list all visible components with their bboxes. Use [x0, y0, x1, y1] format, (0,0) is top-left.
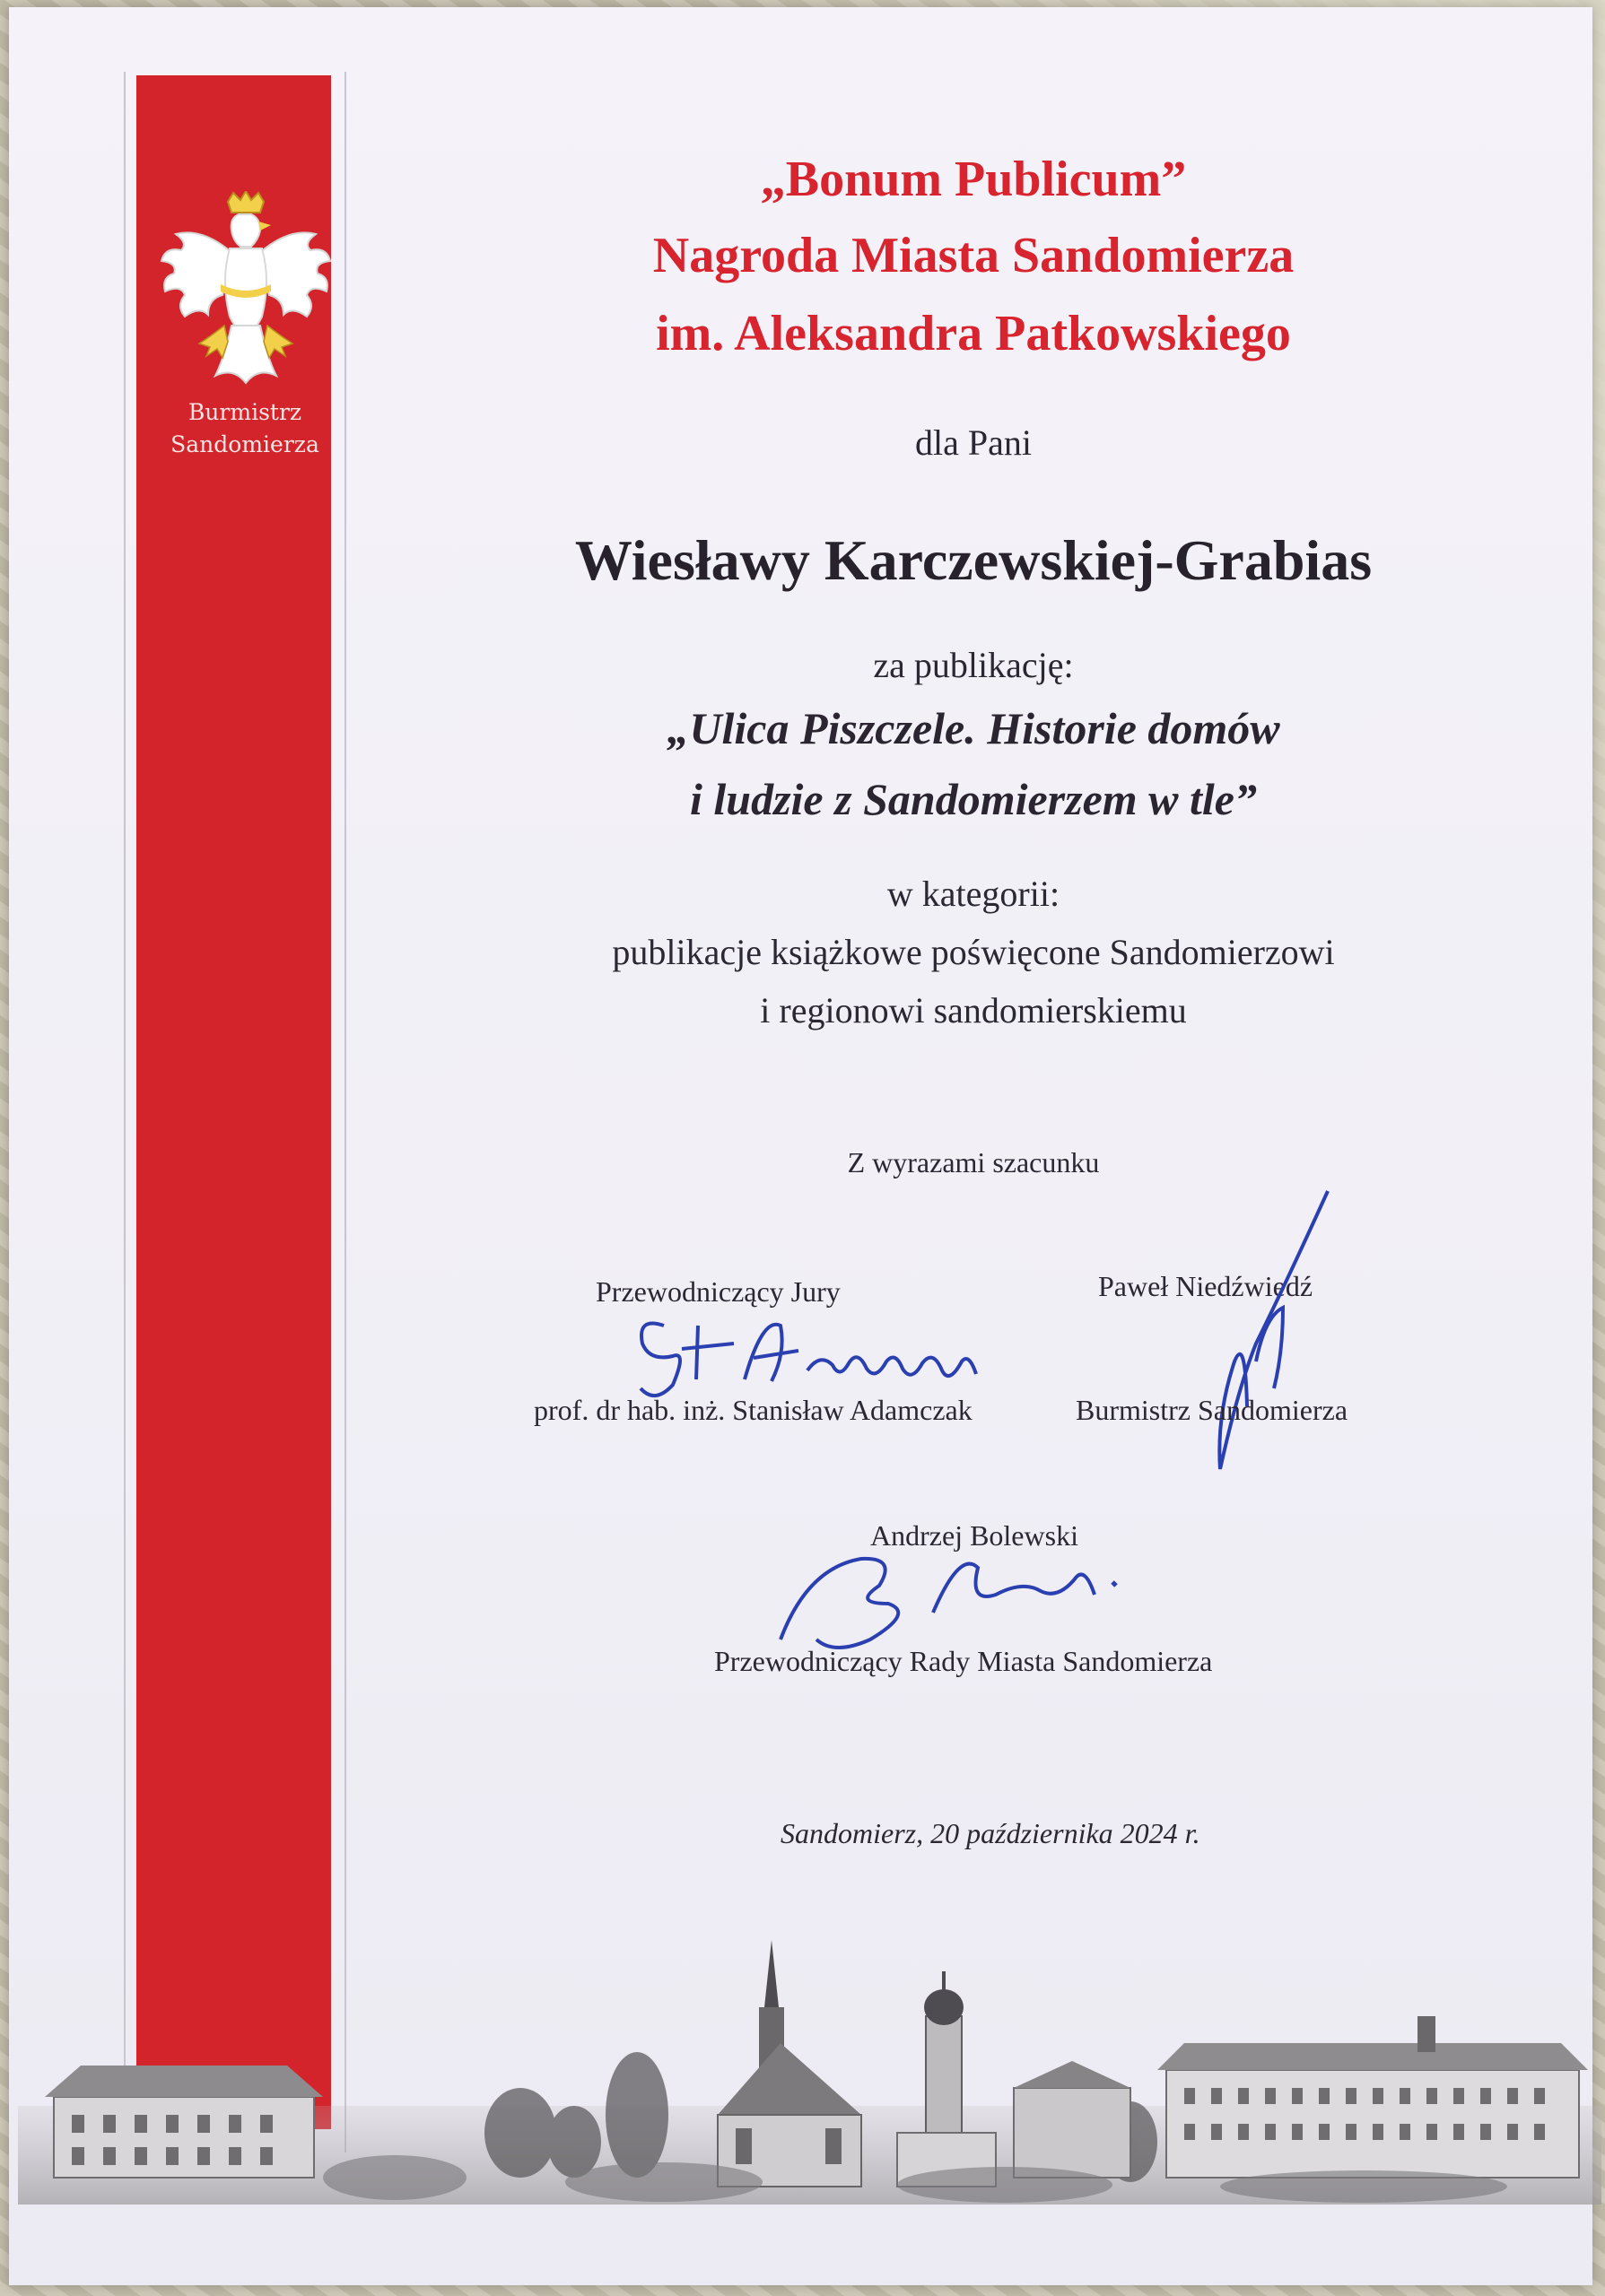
certificate-sheet	[9, 7, 1592, 2285]
publication-title-line2: i ludzie z Sandomierzem w tle”	[689, 774, 1257, 824]
award-title-line1: „Bonum Publicum”	[760, 152, 1187, 207]
white-eagle-emblem-icon	[158, 191, 334, 390]
council-chair-name: Andrzej Bolewski	[870, 1519, 1078, 1552]
category-line2: i regionowi sandomierskiemu	[760, 990, 1187, 1031]
recipient-name: Wiesławy Karczewskiej-Grabias	[574, 528, 1373, 592]
closing-phrase: Z wyrazami szacunku	[847, 1146, 1100, 1178]
recipient-intro: dla Pani	[915, 422, 1032, 463]
jury-chair-title: Przewodniczący Jury	[596, 1275, 841, 1308]
category-line1: publikacje książkowe poświęcone Sandomierzowi	[612, 932, 1335, 972]
publication-title-line1: „Ulica Piszczele. Historie domów	[667, 703, 1280, 753]
left-border-rule	[124, 72, 126, 2152]
mayor-signature	[1148, 1182, 1346, 1487]
council-chair-signature	[754, 1532, 1148, 1657]
band-caption-line1: Burmistrz	[188, 399, 302, 425]
council-chair-title: Przewodniczący Rady Miasta Sandomierza	[714, 1645, 1213, 1677]
publication-intro: za publikację:	[873, 645, 1074, 685]
award-title-line3: im. Aleksandra Patkowskiego	[656, 306, 1291, 361]
right-border-rule	[345, 72, 346, 2152]
category-intro: w kategorii:	[886, 874, 1060, 914]
band-caption	[142, 396, 348, 461]
award-title-line2: Nagroda Miasta Sandomierza	[652, 228, 1295, 283]
mayor-title: Burmistrz Sandomierza	[1076, 1394, 1348, 1426]
jury-chair-name: prof. dr hab. inż. Stanisław Adamczak	[534, 1394, 973, 1426]
sandomierz-skyline-illustration	[18, 1935, 1601, 2205]
issue-date: Sandomierz, 20 października 2024 r.	[781, 1817, 1200, 1849]
mayor-name: Paweł Niedźwiedź	[1098, 1270, 1313, 1302]
band-caption-line2: Sandomierza	[170, 431, 319, 457]
